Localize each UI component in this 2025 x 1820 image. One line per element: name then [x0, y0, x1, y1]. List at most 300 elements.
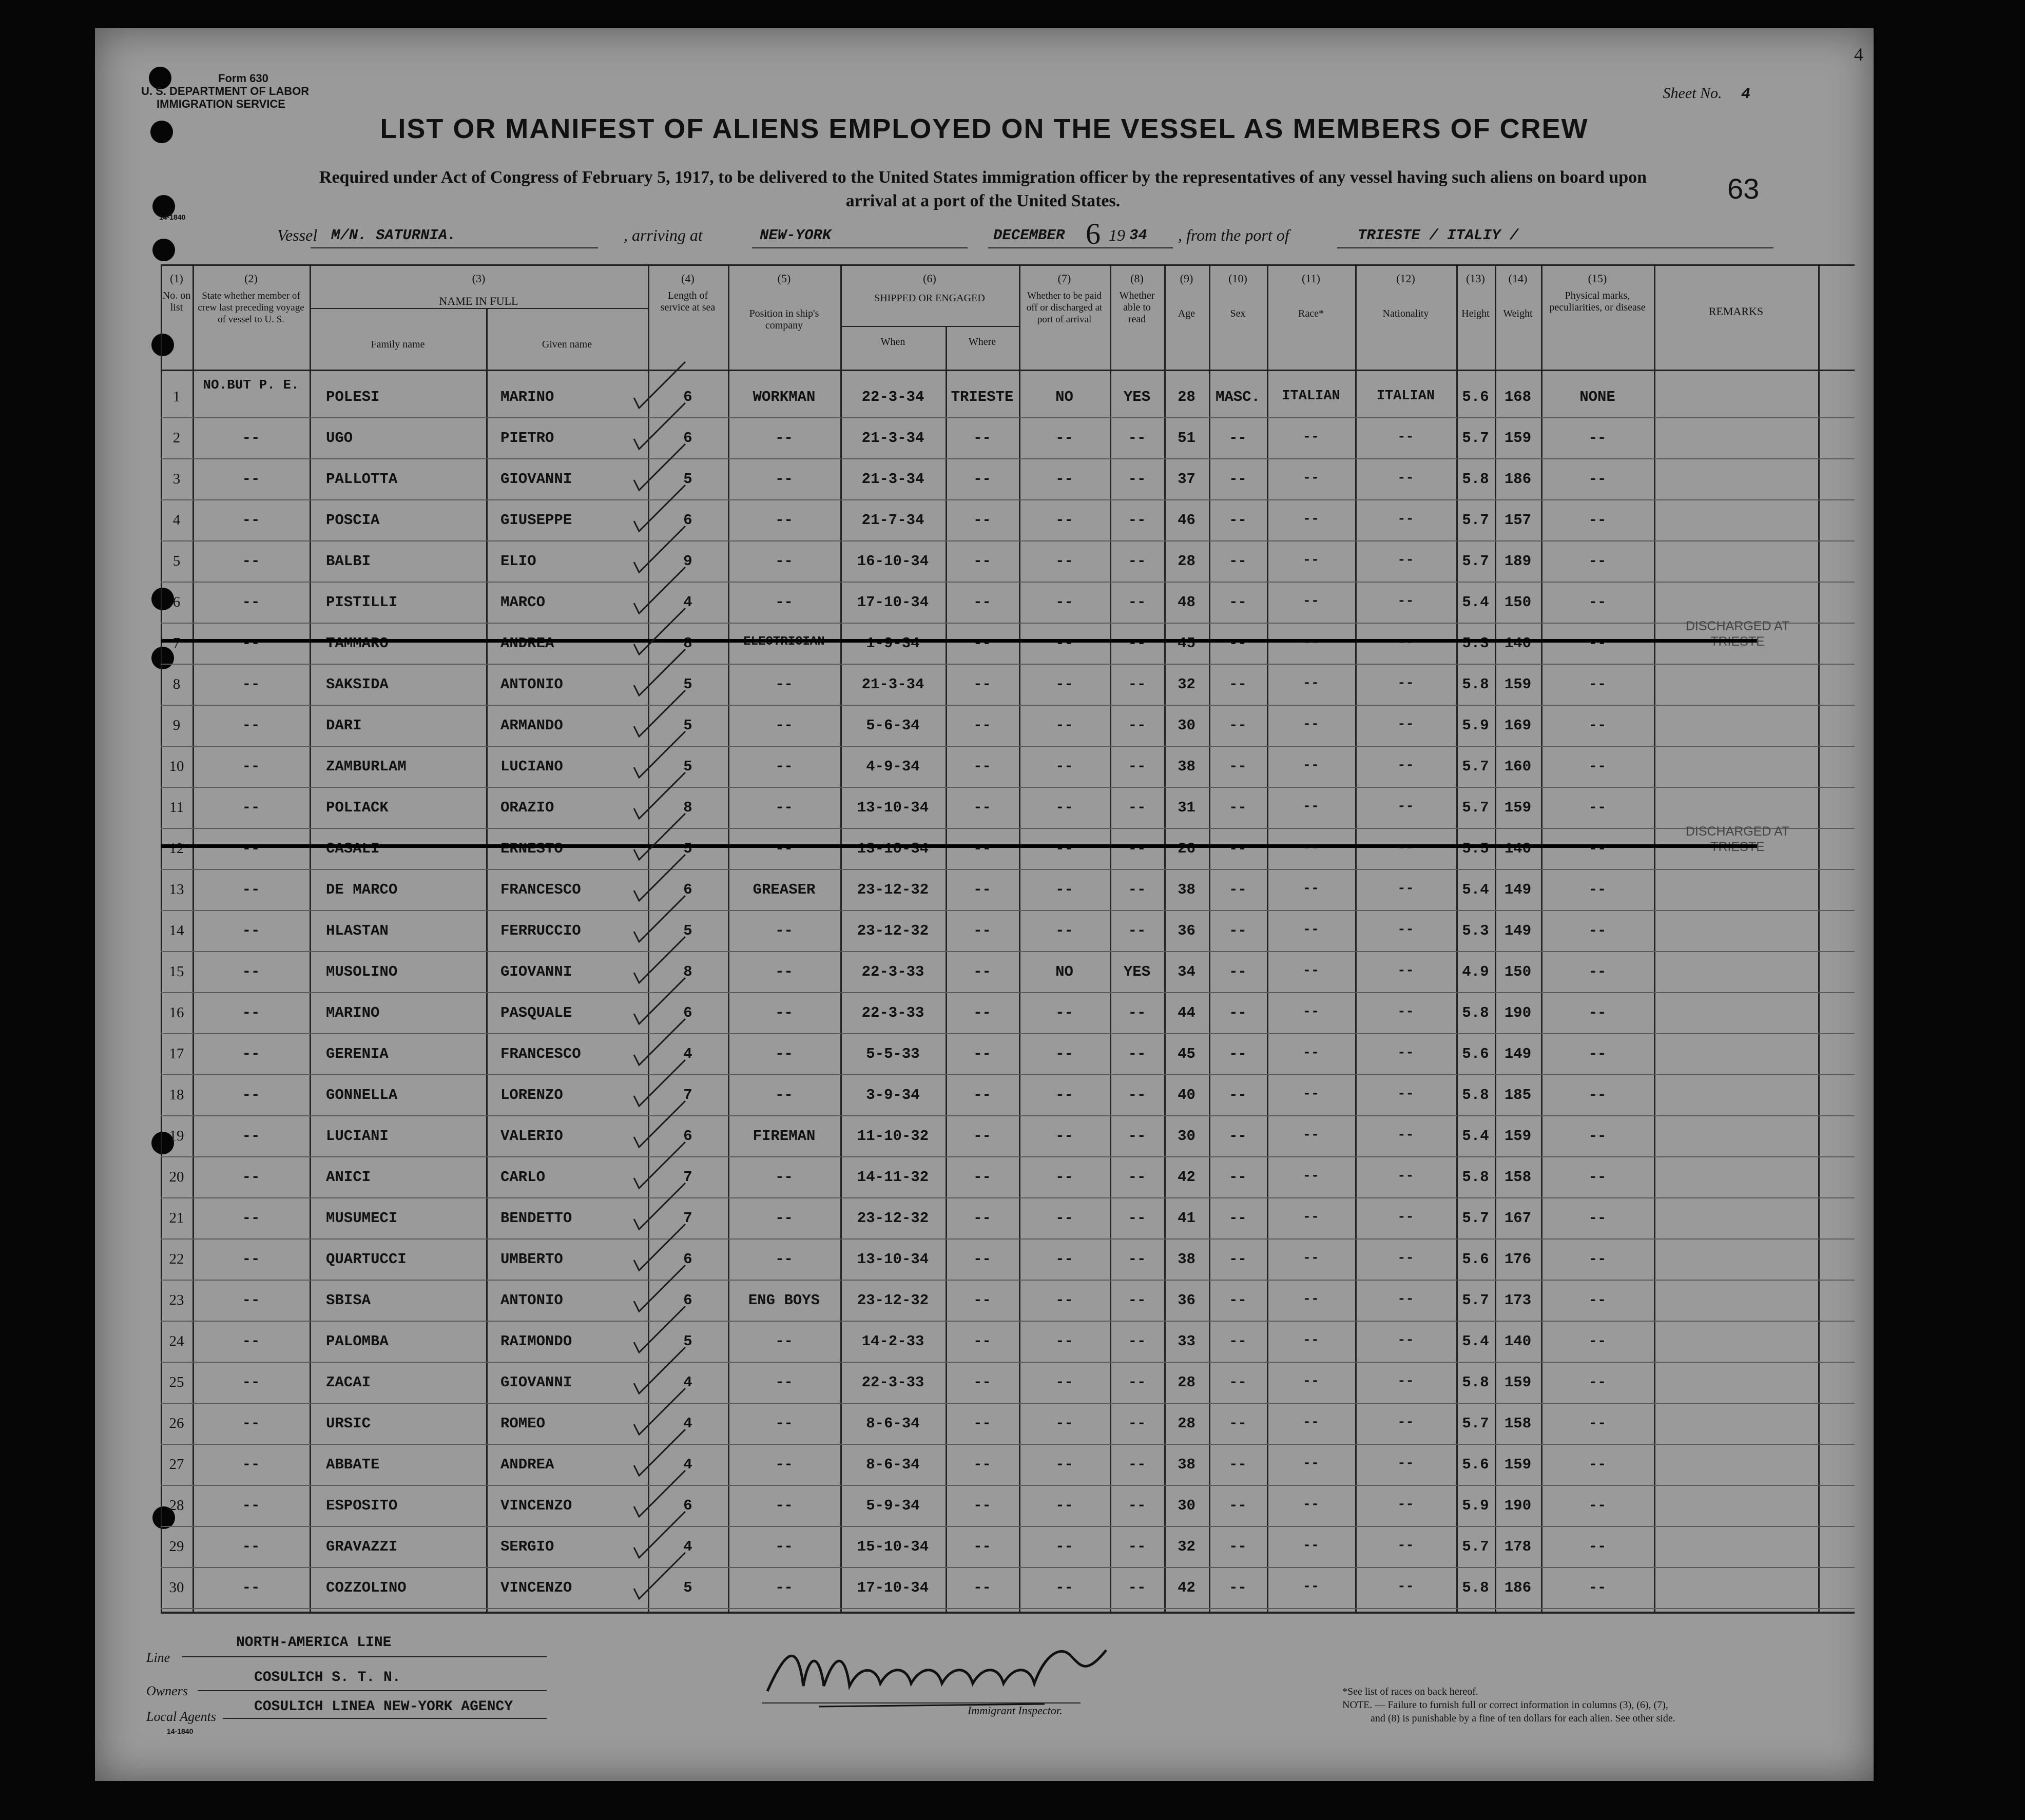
position: -- — [775, 922, 793, 939]
header-where: Where — [968, 336, 996, 347]
able-to-read: -- — [1128, 553, 1146, 570]
header-able-to-read: Whether able to read — [1119, 290, 1155, 325]
length-of-service: 8 — [683, 963, 692, 980]
position: -- — [775, 1538, 793, 1555]
family-name: SBISA — [326, 1292, 371, 1309]
race: -- — [1302, 1497, 1320, 1513]
header-height: Height — [1461, 308, 1490, 319]
able-to-read: -- — [1128, 1210, 1146, 1227]
col-num: (3) — [472, 272, 486, 285]
engaged-when: 21-3-34 — [861, 430, 924, 447]
height: 5.7 — [1462, 1415, 1489, 1432]
nationality: -- — [1397, 635, 1414, 650]
height: 5.8 — [1462, 676, 1489, 693]
race: -- — [1302, 1292, 1320, 1307]
race: -- — [1302, 1210, 1320, 1225]
engaged-where: -- — [973, 840, 991, 857]
physical-marks: -- — [1588, 1004, 1607, 1021]
race: -- — [1302, 717, 1320, 732]
col-num: (9) — [1180, 272, 1193, 285]
table-row — [95, 952, 1874, 993]
race: -- — [1302, 799, 1320, 815]
age: 28 — [1178, 553, 1195, 570]
position: -- — [775, 758, 793, 775]
length-of-service: 6 — [683, 389, 692, 405]
table-row — [95, 1157, 1874, 1198]
height: 5.9 — [1462, 1497, 1489, 1514]
weight: 159 — [1504, 676, 1532, 693]
table-row — [95, 665, 1874, 706]
engaged-when: 23-12-32 — [857, 881, 929, 898]
table-row — [95, 870, 1874, 911]
row-number: 14 — [169, 922, 184, 939]
engaged-where: -- — [973, 799, 991, 816]
able-to-read: YES — [1123, 963, 1151, 980]
nationality: -- — [1397, 1210, 1414, 1225]
nationality: -- — [1397, 1004, 1414, 1020]
family-name: ZACAI — [326, 1374, 371, 1391]
given-name: ELIO — [500, 553, 536, 570]
row-number: 26 — [169, 1415, 184, 1431]
able-to-read: -- — [1128, 676, 1146, 693]
position: -- — [775, 1210, 793, 1227]
family-name: POLIACK — [326, 799, 389, 816]
height: 5.8 — [1462, 1579, 1489, 1596]
paid-off: -- — [1055, 1415, 1073, 1432]
family-name: POLESI — [326, 389, 380, 405]
given-name: ERNESTO — [500, 840, 563, 857]
engaged-where: -- — [973, 1210, 991, 1227]
family-name: CASALI — [326, 840, 380, 857]
able-to-read: -- — [1128, 1169, 1146, 1186]
table-row — [95, 1486, 1874, 1527]
paid-off: -- — [1055, 1456, 1073, 1473]
age: 44 — [1178, 1004, 1195, 1021]
prior-voyage: -- — [242, 881, 260, 898]
sex: -- — [1229, 1456, 1247, 1473]
department: U. S. DEPARTMENT OF LABOR — [141, 85, 310, 98]
engaged-where: -- — [973, 1374, 991, 1391]
race: -- — [1302, 471, 1320, 486]
weight: 150 — [1504, 963, 1532, 980]
prior-voyage: -- — [242, 840, 260, 857]
col-num: (1) — [170, 272, 183, 285]
length-of-service: 4 — [683, 1456, 692, 1473]
weight: 178 — [1504, 1538, 1532, 1555]
position: -- — [775, 799, 793, 816]
family-name: POSCIA — [326, 512, 380, 529]
table-row — [95, 1322, 1874, 1363]
position: ELECTRICIAN — [743, 635, 825, 649]
age: 28 — [1178, 1374, 1195, 1391]
family-name: GRAVAZZI — [326, 1538, 398, 1555]
table-row — [95, 1281, 1874, 1322]
col-num: (6) — [923, 272, 936, 285]
given-name: CARLO — [500, 1169, 546, 1186]
given-name: GIOVANNI — [500, 963, 572, 980]
engaged-when: 14-2-33 — [861, 1333, 924, 1350]
height: 5.4 — [1462, 594, 1489, 611]
row-number: 20 — [169, 1169, 184, 1185]
physical-marks: -- — [1588, 1128, 1607, 1145]
col-num: (7) — [1057, 272, 1071, 285]
given-name: ARMANDO — [500, 717, 563, 734]
sex: -- — [1229, 512, 1247, 529]
engaged-when: 13-10-34 — [857, 840, 929, 857]
position: -- — [775, 963, 793, 980]
weight: 158 — [1504, 1169, 1532, 1186]
race: -- — [1302, 963, 1320, 979]
nationality: -- — [1397, 1538, 1414, 1554]
prior-voyage: -- — [242, 1087, 260, 1103]
given-name: FRANCESCO — [500, 881, 581, 898]
height: 5.5 — [1462, 840, 1489, 857]
engaged-when: 11-10-32 — [857, 1128, 929, 1145]
header-weight: Weight — [1503, 308, 1533, 319]
paid-off: -- — [1055, 1497, 1073, 1514]
able-to-read: -- — [1128, 635, 1146, 652]
sex: -- — [1229, 1538, 1247, 1555]
header-name-in-full: NAME IN FULL — [439, 295, 518, 307]
nationality: -- — [1397, 1128, 1414, 1143]
given-name: ORAZIO — [500, 799, 554, 816]
nationality: -- — [1397, 1333, 1414, 1348]
length-of-service: 5 — [683, 1333, 692, 1350]
owners-value: COSULICH S. T. N. — [254, 1670, 401, 1686]
engaged-when: 16-10-34 — [857, 553, 929, 570]
inspector-label: Immigrant Inspector. — [968, 1704, 1063, 1717]
given-name: GIOVANNI — [500, 471, 572, 488]
row-number: 29 — [169, 1538, 184, 1555]
row-number: 1 — [172, 389, 181, 405]
physical-marks: -- — [1588, 1169, 1607, 1186]
sex: -- — [1229, 963, 1247, 980]
able-to-read: -- — [1128, 922, 1146, 939]
row-number: 24 — [169, 1333, 184, 1349]
prior-voyage: -- — [242, 430, 260, 447]
sex: MASC. — [1215, 389, 1260, 405]
remark: DISCHARGED AT TRIESTE — [1685, 619, 1790, 649]
weight: 149 — [1504, 1045, 1532, 1062]
able-to-read: -- — [1128, 430, 1146, 447]
height: 5.8 — [1462, 471, 1489, 488]
race: -- — [1302, 1045, 1320, 1061]
position: -- — [775, 1456, 793, 1473]
table-row — [95, 541, 1874, 583]
family-name: GONNELLA — [326, 1087, 398, 1103]
position: -- — [775, 1045, 793, 1062]
age: 34 — [1178, 963, 1195, 980]
able-to-read: -- — [1128, 1456, 1146, 1473]
age: 32 — [1178, 1538, 1195, 1555]
row-number: 4 — [172, 512, 181, 528]
age: 46 — [1178, 512, 1195, 529]
sex: -- — [1229, 430, 1247, 447]
vessel-name: M/N. SATURNIA. — [331, 227, 456, 244]
able-to-read: -- — [1128, 1333, 1146, 1350]
header-paid-off: Whether to be paid off or discharged at port of arrival — [1026, 291, 1103, 325]
height: 5.7 — [1462, 1292, 1489, 1309]
family-name: GERENIA — [326, 1045, 389, 1062]
height: 4.9 — [1462, 963, 1489, 980]
physical-marks: -- — [1588, 840, 1607, 857]
header-marks: Physical marks, peculiarities, or disease — [1549, 290, 1646, 313]
given-name: PIETRO — [500, 430, 554, 447]
engaged-when: 17-10-34 — [857, 1579, 929, 1596]
weight: 159 — [1504, 1374, 1532, 1391]
position: -- — [775, 1579, 793, 1596]
engaged-where: -- — [973, 717, 991, 734]
prior-voyage: -- — [242, 799, 260, 816]
prior-voyage: -- — [242, 1045, 260, 1062]
family-name: MARINO — [326, 1004, 380, 1021]
header-length: Length of service at sea — [660, 290, 716, 313]
engaged-where: -- — [973, 594, 991, 611]
col-num: (15) — [1588, 272, 1607, 285]
engaged-when: 13-10-34 — [857, 799, 929, 816]
prior-voyage: -- — [242, 1169, 260, 1186]
engaged-when: 3-9-34 — [866, 1087, 920, 1103]
row-number: 13 — [169, 881, 184, 898]
given-name: MARCO — [500, 594, 546, 611]
crew-table — [95, 28, 1874, 1781]
family-name: MUSOLINO — [326, 963, 398, 980]
position: -- — [775, 1333, 793, 1350]
row-number: 23 — [169, 1292, 184, 1308]
engaged-where: -- — [973, 1292, 991, 1309]
family-name: ABBATE — [326, 1456, 380, 1473]
header-age: Age — [1178, 308, 1195, 319]
engaged-where: -- — [973, 1415, 991, 1432]
age: 51 — [1178, 430, 1195, 447]
given-name: MARINO — [500, 389, 554, 405]
physical-marks: -- — [1588, 717, 1607, 734]
family-name: TAMMARO — [326, 635, 389, 652]
prior-voyage: -- — [242, 717, 260, 734]
height: 5.9 — [1462, 717, 1489, 734]
row-number: 19 — [169, 1128, 184, 1144]
age: 28 — [1178, 389, 1195, 405]
paid-off: -- — [1055, 1004, 1073, 1021]
table-row — [95, 619, 1874, 665]
engaged-when: 23-12-32 — [857, 1210, 929, 1227]
engaged-where: -- — [973, 1004, 991, 1021]
nationality: -- — [1397, 1497, 1414, 1513]
position: -- — [775, 553, 793, 570]
sex: -- — [1229, 1004, 1247, 1021]
physical-marks: -- — [1588, 676, 1607, 693]
given-name: LUCIANO — [500, 758, 563, 775]
header-race: Race* — [1298, 308, 1324, 319]
row-number: 18 — [169, 1087, 184, 1103]
table-row — [95, 1075, 1874, 1116]
engaged-when: 21-3-34 — [861, 676, 924, 693]
prior-voyage: -- — [242, 758, 260, 775]
row-number: 25 — [169, 1374, 184, 1390]
paid-off: NO — [1055, 963, 1073, 980]
weight: 176 — [1504, 1251, 1532, 1268]
engaged-where: -- — [973, 635, 991, 652]
length-of-service: 9 — [683, 553, 692, 570]
sex: -- — [1229, 922, 1247, 939]
given-name: ANDREA — [500, 635, 554, 652]
engaged-when: 5-9-34 — [866, 1497, 920, 1514]
given-name: FRANCESCO — [500, 1045, 581, 1062]
physical-marks: -- — [1588, 1210, 1607, 1227]
given-name: ANTONIO — [500, 676, 563, 693]
row-number: 16 — [169, 1004, 184, 1021]
engaged-where: -- — [973, 430, 991, 447]
nationality: -- — [1397, 1415, 1414, 1430]
arrival-year: 34 — [1129, 227, 1147, 244]
header-state: State whether member of crew last preceding voyage of vessel to U. S. — [198, 291, 304, 325]
paid-off: -- — [1055, 1169, 1073, 1186]
weight: 159 — [1504, 1128, 1532, 1145]
paid-off: -- — [1055, 1538, 1073, 1555]
row-number: 5 — [172, 553, 181, 569]
col-num: (2) — [244, 272, 258, 285]
paid-off: -- — [1055, 1251, 1073, 1268]
height: 5.7 — [1462, 758, 1489, 775]
header-family-name: Family name — [371, 339, 425, 350]
table-row — [95, 788, 1874, 829]
paid-off: NO — [1055, 389, 1073, 405]
position: -- — [775, 1169, 793, 1186]
engaged-where: -- — [973, 1538, 991, 1555]
height: 5.7 — [1462, 512, 1489, 529]
height: 5.4 — [1462, 881, 1489, 898]
family-name: ESPOSITO — [326, 1497, 398, 1514]
paid-off: -- — [1055, 430, 1073, 447]
position: -- — [775, 676, 793, 693]
given-name: ROMEO — [500, 1415, 546, 1432]
height: 5.6 — [1462, 1251, 1489, 1268]
paid-off: -- — [1055, 1087, 1073, 1103]
able-to-read: -- — [1128, 1415, 1146, 1432]
engaged-when: 22-3-34 — [861, 389, 924, 405]
height: 5.8 — [1462, 1169, 1489, 1186]
age: 28 — [1178, 1415, 1195, 1432]
weight: 186 — [1504, 1579, 1532, 1596]
length-of-service: 5 — [683, 922, 692, 939]
age: 31 — [1178, 799, 1195, 816]
physical-marks: -- — [1588, 1415, 1607, 1432]
length-of-service: 4 — [683, 1415, 692, 1432]
engaged-where: -- — [973, 963, 991, 980]
prior-voyage: -- — [242, 676, 260, 693]
family-name: PALLOTTA — [326, 471, 398, 488]
engaged-where: -- — [973, 1333, 991, 1350]
paid-off: -- — [1055, 594, 1073, 611]
physical-marks: -- — [1588, 1087, 1607, 1103]
table-row — [95, 911, 1874, 952]
sex: -- — [1229, 717, 1247, 734]
paid-off: -- — [1055, 676, 1073, 693]
col-num: (4) — [681, 272, 695, 285]
able-to-read: -- — [1128, 840, 1146, 857]
weight: 186 — [1504, 471, 1532, 488]
able-to-read: -- — [1128, 594, 1146, 611]
age: 30 — [1178, 1128, 1195, 1145]
nationality: -- — [1397, 553, 1414, 568]
length-of-service: 5 — [683, 717, 692, 734]
length-of-service: 6 — [683, 1292, 692, 1309]
physical-marks: -- — [1588, 881, 1607, 898]
nationality: -- — [1397, 1292, 1414, 1307]
engaged-when: 21-3-34 — [861, 471, 924, 488]
age: 42 — [1178, 1579, 1195, 1596]
nationality: -- — [1397, 471, 1414, 486]
length-of-service: 6 — [683, 1251, 692, 1268]
table-row — [95, 824, 1874, 870]
length-of-service: 4 — [683, 1538, 692, 1555]
engaged-where: -- — [973, 512, 991, 529]
age: 38 — [1178, 881, 1195, 898]
weight: 149 — [1504, 922, 1532, 939]
col-num: (10) — [1228, 272, 1247, 285]
sex: -- — [1229, 1292, 1247, 1309]
engaged-when: 23-12-32 — [857, 922, 929, 939]
position: -- — [775, 1415, 793, 1432]
length-of-service: 7 — [683, 1210, 692, 1227]
sex: -- — [1229, 635, 1247, 652]
weight: 140 — [1504, 840, 1532, 857]
age: 36 — [1178, 922, 1195, 939]
nationality: -- — [1397, 1374, 1414, 1389]
paid-off: -- — [1055, 840, 1073, 857]
given-name: ANTONIO — [500, 1292, 563, 1309]
race: -- — [1302, 758, 1320, 773]
given-name: LORENZO — [500, 1087, 563, 1103]
age: 38 — [1178, 1456, 1195, 1473]
weight: 157 — [1504, 512, 1532, 529]
weight: 150 — [1504, 594, 1532, 611]
engaged-when: 22-3-33 — [861, 1374, 924, 1391]
physical-marks: -- — [1588, 1045, 1607, 1062]
given-name: GIOVANNI — [500, 1374, 572, 1391]
position: -- — [775, 1004, 793, 1021]
length-of-service: 4 — [683, 1045, 692, 1062]
family-name: LUCIANI — [326, 1128, 389, 1145]
departure-port: TRIESTE / ITALIY / — [1358, 227, 1519, 244]
length-of-service: 4 — [683, 1374, 692, 1391]
table-row — [95, 1445, 1874, 1486]
paid-off: -- — [1055, 1579, 1073, 1596]
weight: 159 — [1504, 430, 1532, 447]
engaged-when: 14-11-32 — [857, 1169, 929, 1186]
able-to-read: -- — [1128, 1292, 1146, 1309]
prior-voyage: -- — [242, 1497, 260, 1514]
nationality: -- — [1397, 676, 1414, 691]
manifest-sheet — [95, 28, 1874, 1781]
nationality: -- — [1397, 963, 1414, 979]
race: -- — [1302, 594, 1320, 609]
age: 38 — [1178, 1251, 1195, 1268]
prior-voyage: -- — [242, 512, 260, 529]
nationality: -- — [1397, 1169, 1414, 1184]
table-row — [95, 418, 1874, 459]
arrival-day: 6 — [1086, 217, 1101, 250]
height: 5.7 — [1462, 430, 1489, 447]
nationality: -- — [1397, 1045, 1414, 1061]
table-row — [95, 500, 1874, 541]
sex: -- — [1229, 676, 1247, 693]
age: 37 — [1178, 471, 1195, 488]
sex: -- — [1229, 1169, 1247, 1186]
prior-voyage: -- — [242, 1292, 260, 1309]
row-number: 15 — [169, 963, 184, 980]
paid-off: -- — [1055, 717, 1073, 734]
